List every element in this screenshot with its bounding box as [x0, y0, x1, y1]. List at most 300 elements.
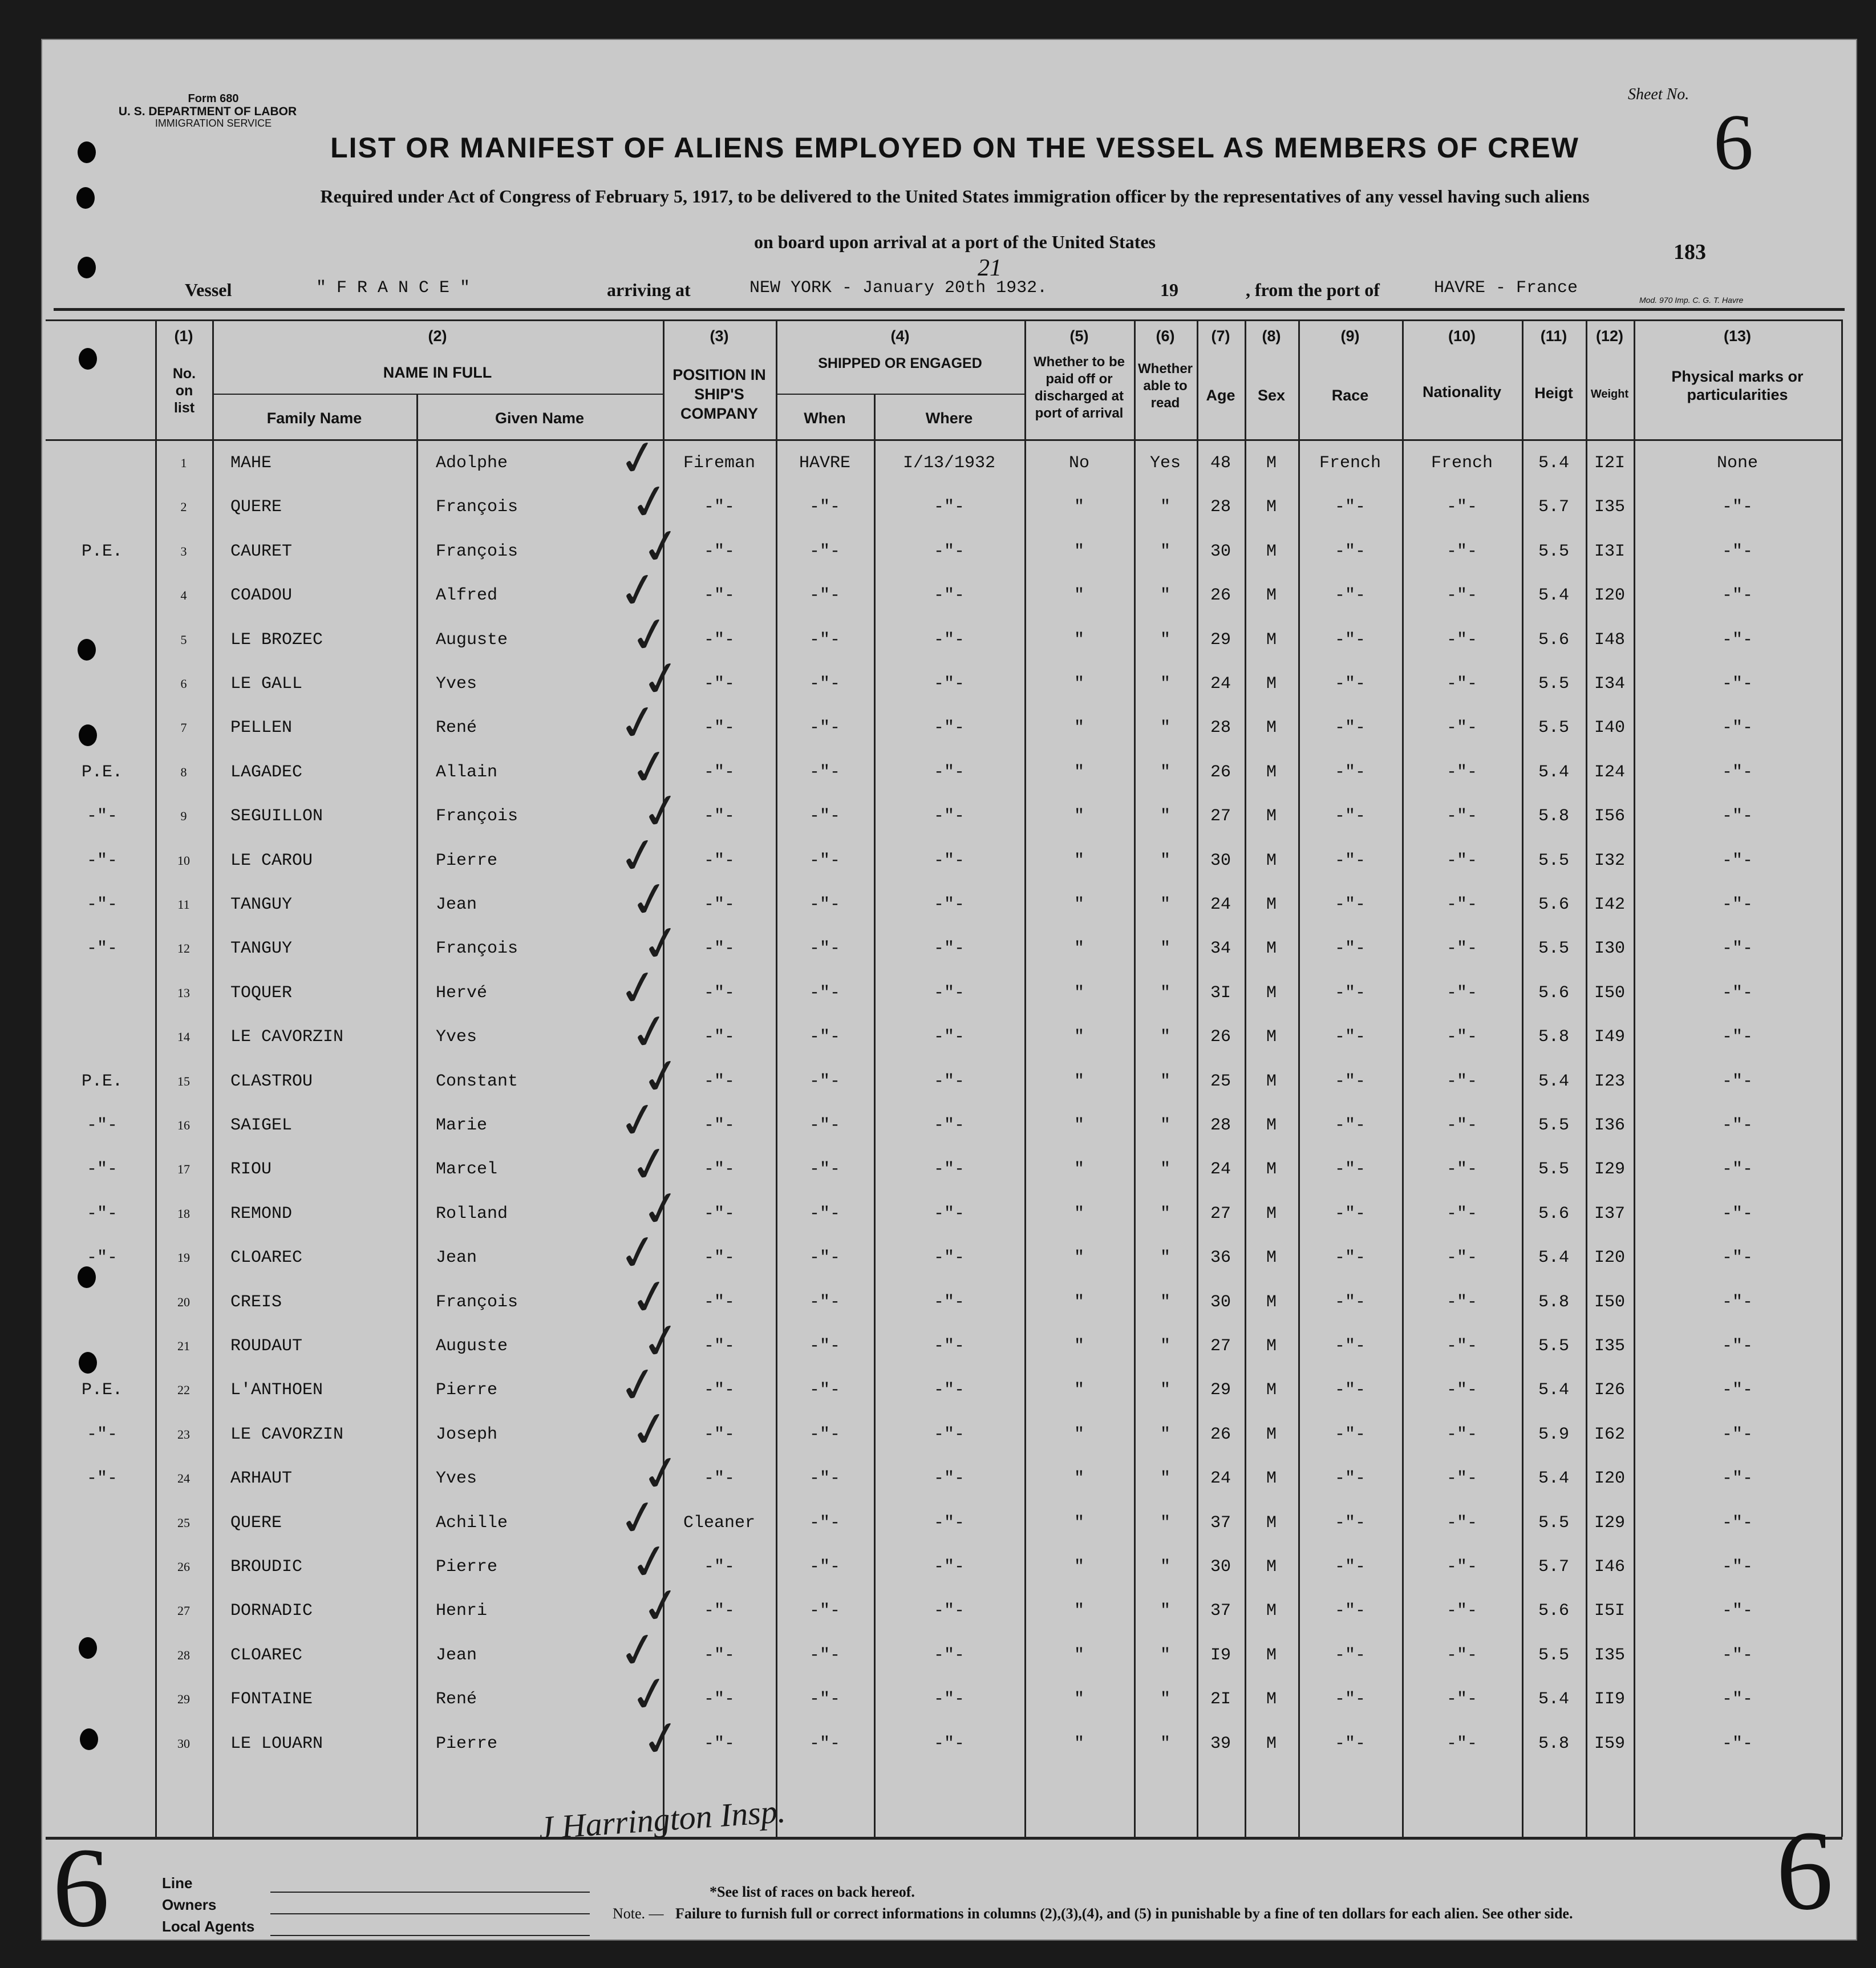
cell-read: " [1160, 1513, 1170, 1533]
cell-position: -"- [703, 1469, 735, 1488]
cell-when: -"- [809, 1027, 840, 1047]
col5-number: (5) [1069, 327, 1089, 345]
cell-nat: -"- [1446, 1116, 1477, 1135]
cell-age: 30 [1210, 851, 1231, 870]
cell-when: -"- [809, 851, 840, 870]
check-mark-icon: ✓ [625, 868, 675, 931]
cell-race: -"- [1334, 1601, 1366, 1621]
cell-paid: " [1073, 1072, 1084, 1091]
cell-paid: " [1073, 586, 1084, 605]
table-row [42, 515, 1841, 578]
col2b-header: Given Name [495, 410, 585, 427]
cell-family: COADOU [230, 586, 293, 605]
cell-sex: M [1266, 1293, 1277, 1312]
cell-height: 5.5 [1538, 939, 1569, 958]
cell-weight: I34 [1594, 674, 1625, 694]
cell-marks: -"- [1721, 586, 1753, 605]
cell-nat: -"- [1446, 542, 1477, 561]
cell-where: -"- [933, 1337, 965, 1356]
col8-header: Sex [1257, 387, 1286, 404]
cell-marks: -"- [1721, 1293, 1753, 1312]
cell-paid: " [1073, 674, 1084, 694]
check-mark-icon: ✓ [625, 471, 675, 533]
mod-note: Mod. 970 Imp. C. G. T. Havre [1639, 295, 1744, 305]
cell-paid: " [1073, 1557, 1084, 1577]
cell-sex: M [1266, 895, 1277, 914]
cell-sex: M [1266, 1337, 1277, 1356]
cell-when: -"- [809, 1248, 840, 1268]
cell-race: -"- [1334, 1425, 1366, 1444]
cell-read: " [1160, 1027, 1170, 1047]
cell-sex: M [1266, 1557, 1277, 1577]
cell-height: 5.4 [1538, 763, 1569, 782]
col9-header: Race [1331, 387, 1369, 404]
cell-paid: " [1073, 895, 1084, 914]
cell-age: 27 [1210, 1337, 1231, 1356]
cell-no: 2 [180, 500, 187, 514]
arriving-label: arriving at [607, 280, 691, 300]
cell-sex: M [1266, 1072, 1277, 1091]
cell-no: 25 [177, 1516, 190, 1530]
cell-weight: I3I [1594, 542, 1625, 561]
cell-family: CAURET [230, 542, 293, 561]
cell-read: " [1160, 983, 1170, 1003]
cell-when: -"- [809, 542, 840, 561]
cell-family: ROUDAUT [230, 1337, 303, 1356]
cell-height: 5.9 [1538, 1425, 1569, 1444]
cell-given: Auguste [436, 1337, 508, 1356]
header-subdivider [776, 394, 1024, 395]
cell-height: 5.4 [1538, 1380, 1569, 1400]
cell-paid: " [1073, 1293, 1084, 1312]
cell-family: LE LOUARN [230, 1734, 323, 1754]
cell-where: -"- [933, 1248, 965, 1268]
cell-nat: -"- [1446, 1160, 1477, 1179]
cell-race: -"- [1334, 1204, 1366, 1224]
cell-sex: M [1266, 586, 1277, 605]
cell-height: 5.5 [1538, 1646, 1569, 1665]
cell-no: 29 [177, 1692, 190, 1706]
check-mark-icon: ✓ [625, 1530, 675, 1593]
cell-given: Jean [436, 895, 477, 914]
owners-underline [270, 1913, 590, 1914]
cell-paid: " [1073, 939, 1084, 958]
cell-age: 28 [1210, 1116, 1231, 1135]
cell-family: LAGADEC [230, 763, 303, 782]
cell-age: 30 [1210, 1293, 1231, 1312]
cell-where: -"- [933, 497, 965, 517]
cell-given: René [436, 718, 477, 738]
cell-paid: " [1073, 1690, 1084, 1709]
cell-where: -"- [933, 1557, 965, 1577]
table-row [42, 1530, 1841, 1593]
cell-weight: I32 [1594, 851, 1625, 870]
cell-age: 37 [1210, 1513, 1231, 1533]
cell-where: -"- [933, 1513, 965, 1533]
check-mark-icon: ✓ [637, 780, 686, 843]
cell-note: -"- [86, 939, 117, 958]
cell-nat: -"- [1446, 1557, 1477, 1577]
cell-no: 12 [177, 941, 190, 955]
cell-race: -"- [1334, 630, 1366, 650]
cell-height: 5.6 [1538, 630, 1569, 650]
cell-paid: " [1073, 763, 1084, 782]
cell-weight: I30 [1594, 939, 1625, 958]
cell-paid: " [1073, 1337, 1084, 1356]
cell-age: 39 [1210, 1734, 1231, 1754]
cell-read: " [1160, 1601, 1170, 1621]
crew-table [42, 319, 1856, 1843]
table-row [42, 559, 1841, 622]
cell-note: -"- [86, 1204, 117, 1224]
cell-family: ARHAUT [230, 1469, 293, 1488]
cell-read: " [1160, 1293, 1170, 1312]
cell-note: -"- [86, 1248, 117, 1268]
cell-read: " [1160, 895, 1170, 914]
cell-paid: " [1073, 718, 1084, 738]
cell-note: P.E. [81, 1380, 123, 1400]
cell-read: " [1160, 542, 1170, 561]
cell-marks: -"- [1721, 1469, 1753, 1488]
cell-family: CREIS [230, 1293, 282, 1312]
col12-header: Weight [1590, 388, 1629, 400]
cell-no: 30 [177, 1736, 190, 1751]
cell-sex: M [1266, 1204, 1277, 1224]
table-row [42, 1442, 1841, 1505]
cell-when: -"- [809, 586, 840, 605]
cell-family: CLOAREC [230, 1248, 303, 1268]
cell-where: -"- [933, 1469, 965, 1488]
cell-marks: -"- [1721, 1248, 1753, 1268]
cell-where: -"- [933, 1293, 965, 1312]
table-row [42, 647, 1841, 710]
col12-number: (12) [1595, 327, 1623, 345]
cell-marks: -"- [1721, 1690, 1753, 1709]
cell-when: HAVRE [799, 453, 850, 473]
cell-nat: -"- [1446, 939, 1477, 958]
table-row [42, 1354, 1841, 1416]
cell-read: " [1160, 807, 1170, 826]
check-mark-icon: ✓ [637, 1310, 686, 1372]
col7-header: Age [1206, 387, 1235, 404]
check-mark-icon: ✓ [614, 427, 663, 489]
cell-sex: M [1266, 1248, 1277, 1268]
cell-weight: II9 [1594, 1690, 1625, 1709]
cell-position: -"- [703, 542, 735, 561]
cell-given: Yves [436, 1027, 477, 1047]
cell-nat: -"- [1446, 674, 1477, 694]
cell-no: 19 [177, 1250, 190, 1265]
cell-nat: -"- [1446, 1337, 1477, 1356]
cell-family: TANGUY [230, 939, 293, 958]
cell-nat: -"- [1446, 1734, 1477, 1754]
cell-weight: I35 [1594, 1646, 1625, 1665]
cell-sex: M [1266, 1513, 1277, 1533]
cell-read: " [1160, 1690, 1170, 1709]
cell-paid: " [1073, 1513, 1084, 1533]
cell-given: François [436, 1293, 518, 1312]
cell-family: QUERE [230, 497, 282, 517]
port-label: , from the port of [1246, 280, 1380, 300]
cell-note: -"- [86, 807, 117, 826]
cell-marks: -"- [1721, 674, 1753, 694]
cell-note: -"- [86, 1116, 117, 1135]
cell-weight: I46 [1594, 1557, 1625, 1577]
cell-when: -"- [809, 983, 840, 1003]
cell-given: François [436, 939, 518, 958]
cell-no: 11 [177, 897, 190, 912]
cell-when: -"- [809, 1116, 840, 1135]
cell-given: Hervé [436, 983, 488, 1003]
cell-marks: -"- [1721, 983, 1753, 1003]
cell-sex: M [1266, 851, 1277, 870]
cell-no: 21 [177, 1339, 190, 1353]
cell-family: LE CAVORZIN [230, 1425, 344, 1444]
cell-family: FONTAINE [230, 1690, 313, 1709]
cell-family: TANGUY [230, 895, 293, 914]
cell-paid: " [1073, 1204, 1084, 1224]
arriving-value: NEW YORK - January 20th 1932. [749, 278, 1048, 298]
cell-read: " [1160, 586, 1170, 605]
header-divider [46, 439, 1842, 441]
cell-given: François [436, 807, 518, 826]
check-mark-icon: ✓ [625, 1398, 675, 1461]
cell-given: Marie [436, 1116, 488, 1135]
cell-marks: -"- [1721, 763, 1753, 782]
cell-no: 24 [177, 1471, 190, 1485]
cell-height: 5.7 [1538, 497, 1569, 517]
department-name: U. S. DEPARTMENT OF LABOR [118, 105, 297, 118]
sheet-number: 6 [1713, 98, 1753, 187]
table-row [42, 1310, 1841, 1372]
cell-weight: I20 [1594, 586, 1625, 605]
cell-read: " [1160, 851, 1170, 870]
cell-race: -"- [1334, 497, 1366, 517]
cell-age: 27 [1210, 807, 1231, 826]
cell-read: " [1160, 1425, 1170, 1444]
cell-given: Marcel [436, 1160, 498, 1179]
cell-height: 5.5 [1538, 1116, 1569, 1135]
cell-no: 10 [177, 853, 190, 868]
cell-age: 29 [1210, 1380, 1231, 1400]
cell-where: -"- [933, 630, 965, 650]
cell-marks: -"- [1721, 1601, 1753, 1621]
cell-race: -"- [1334, 807, 1366, 826]
cell-sex: M [1266, 1116, 1277, 1135]
cell-race: -"- [1334, 1293, 1366, 1312]
cell-sex: M [1266, 453, 1277, 473]
note-text: Failure to furnish full or correct informations in columns (2),(3),(4), and (5) in punishable by a fine of ten dollars for each alien. See other side. [675, 1905, 1573, 1922]
cell-sex: M [1266, 1380, 1277, 1400]
cell-family: SAIGEL [230, 1116, 293, 1135]
cell-position: -"- [703, 851, 735, 870]
cell-when: -"- [809, 1204, 840, 1224]
cell-height: 5.6 [1538, 1601, 1569, 1621]
cell-race: -"- [1334, 895, 1366, 914]
cell-when: -"- [809, 1690, 840, 1709]
col10-header: Nationality [1422, 383, 1502, 400]
cell-position: -"- [703, 718, 735, 738]
cell-marks: -"- [1721, 895, 1753, 914]
cell-nat: -"- [1446, 763, 1477, 782]
cell-nat: -"- [1446, 1425, 1477, 1444]
cell-read: " [1160, 497, 1170, 517]
cell-height: 5.4 [1538, 1690, 1569, 1709]
col13-header: Physical marks or particularities [1671, 368, 1804, 403]
cell-read: " [1160, 630, 1170, 650]
cell-where: -"- [933, 718, 965, 738]
cell-paid: " [1073, 1380, 1084, 1400]
col10-number: (10) [1448, 327, 1476, 345]
cell-position: -"- [703, 1027, 735, 1047]
cell-position: -"- [703, 1248, 735, 1268]
cell-height: 5.4 [1538, 1072, 1569, 1091]
table-row [42, 1707, 1841, 1770]
check-mark-icon: ✓ [637, 1177, 686, 1240]
table-row [42, 868, 1841, 931]
cell-race: -"- [1334, 1072, 1366, 1091]
check-mark-icon: ✓ [614, 824, 663, 887]
cell-marks: -"- [1721, 497, 1753, 517]
check-mark-icon: ✓ [614, 1619, 663, 1682]
cell-age: 2I [1210, 1690, 1231, 1709]
cell-age: 37 [1210, 1601, 1231, 1621]
check-mark-icon: ✓ [637, 515, 686, 578]
cell-age: 36 [1210, 1248, 1231, 1268]
cell-given: Pierre [436, 1380, 498, 1400]
cell-nat: -"- [1446, 1027, 1477, 1047]
cell-nat: -"- [1446, 1204, 1477, 1224]
cell-read: " [1160, 1469, 1170, 1488]
cell-no: 13 [177, 986, 190, 1000]
cell-where: -"- [933, 895, 965, 914]
col4b-header: Where [925, 410, 973, 427]
cell-when: -"- [809, 1734, 840, 1754]
cell-marks: -"- [1721, 939, 1753, 958]
cell-marks: -"- [1721, 807, 1753, 826]
check-mark-icon: ✓ [625, 1663, 675, 1726]
cell-family: LE CAVORZIN [230, 1027, 344, 1047]
cell-marks: -"- [1721, 1513, 1753, 1533]
cell-position: -"- [703, 586, 735, 605]
cell-no: 16 [177, 1118, 190, 1132]
cell-nat: -"- [1446, 1469, 1477, 1488]
check-mark-icon: ✓ [637, 1442, 686, 1505]
cell-where: -"- [933, 807, 965, 826]
cell-height: 5.6 [1538, 983, 1569, 1003]
cell-age: 30 [1210, 542, 1231, 561]
cell-weight: I62 [1594, 1425, 1625, 1444]
cell-race: -"- [1334, 1337, 1366, 1356]
cell-sex: M [1266, 497, 1277, 517]
cell-no: 26 [177, 1560, 190, 1574]
table-row [42, 1398, 1841, 1461]
cell-age: 24 [1210, 895, 1231, 914]
col2-header: NAME IN FULL [383, 364, 492, 381]
cell-weight: I5I [1594, 1601, 1625, 1621]
check-mark-icon: ✓ [614, 1089, 663, 1152]
cell-when: -"- [809, 1337, 840, 1356]
check-mark-icon: ✓ [614, 691, 663, 754]
cell-family: MAHE [230, 453, 272, 473]
year-label: 19 [1160, 280, 1178, 300]
cell-given: François [436, 542, 518, 561]
cell-when: -"- [809, 1425, 840, 1444]
cell-nat: -"- [1446, 895, 1477, 914]
cell-nat: French [1431, 453, 1493, 473]
cell-sex: M [1266, 763, 1277, 782]
cell-no: 9 [180, 809, 187, 823]
cell-position: -"- [703, 1425, 735, 1444]
cell-marks: -"- [1721, 542, 1753, 561]
cell-read: " [1160, 1646, 1170, 1665]
cell-sex: M [1266, 542, 1277, 561]
cell-race: -"- [1334, 763, 1366, 782]
cell-where: I/13/1932 [902, 453, 996, 473]
check-mark-icon: ✓ [625, 1133, 675, 1196]
cell-height: 5.5 [1538, 1160, 1569, 1179]
cell-paid: " [1073, 1116, 1084, 1135]
cell-family: BROUDIC [230, 1557, 303, 1577]
check-mark-icon: ✓ [637, 647, 686, 710]
cell-position: -"- [703, 1734, 735, 1754]
cell-when: -"- [809, 1293, 840, 1312]
check-mark-icon: ✓ [637, 1045, 686, 1108]
cell-no: 28 [177, 1648, 190, 1662]
cell-note: -"- [86, 851, 117, 870]
cell-height: 5.6 [1538, 895, 1569, 914]
cell-nat: -"- [1446, 851, 1477, 870]
cell-read: " [1160, 1204, 1170, 1224]
cell-height: 5.7 [1538, 1557, 1569, 1577]
table-row [42, 780, 1841, 843]
cell-nat: -"- [1446, 586, 1477, 605]
cell-given: Jean [436, 1248, 477, 1268]
col4-header: SHIPPED OR ENGAGED [818, 355, 982, 371]
cell-paid: " [1073, 1027, 1084, 1047]
cell-given: Adolphe [436, 453, 508, 473]
table-row [42, 691, 1841, 754]
check-mark-icon: ✓ [625, 736, 675, 799]
cell-age: 26 [1210, 763, 1231, 782]
table-border [46, 319, 1842, 321]
cell-height: 5.5 [1538, 1337, 1569, 1356]
cell-weight: I29 [1594, 1160, 1625, 1179]
cell-no: 23 [177, 1427, 190, 1441]
cell-height: 5.5 [1538, 542, 1569, 561]
col7-number: (7) [1211, 327, 1230, 345]
cell-family: SEGUILLON [230, 807, 323, 826]
cell-race: -"- [1334, 939, 1366, 958]
cell-age: 30 [1210, 1557, 1231, 1577]
col11-number: (11) [1540, 327, 1567, 345]
cell-marks: -"- [1721, 1204, 1753, 1224]
cell-weight: I20 [1594, 1248, 1625, 1268]
cell-when: -"- [809, 895, 840, 914]
cell-race: -"- [1334, 1690, 1366, 1709]
col5-header: Whether to be paid off or discharged at port of arrival [1034, 354, 1125, 421]
cell-weight: I49 [1594, 1027, 1625, 1047]
cell-family: DORNADIC [230, 1601, 313, 1621]
vessel-label: Vessel [185, 280, 232, 300]
cell-position: -"- [703, 807, 735, 826]
table-row [42, 471, 1841, 533]
cell-race: -"- [1334, 1734, 1366, 1754]
cell-position: -"- [703, 939, 735, 958]
cell-no: 14 [177, 1030, 190, 1044]
cell-paid: No [1068, 453, 1089, 473]
cell-weight: I26 [1594, 1380, 1625, 1400]
